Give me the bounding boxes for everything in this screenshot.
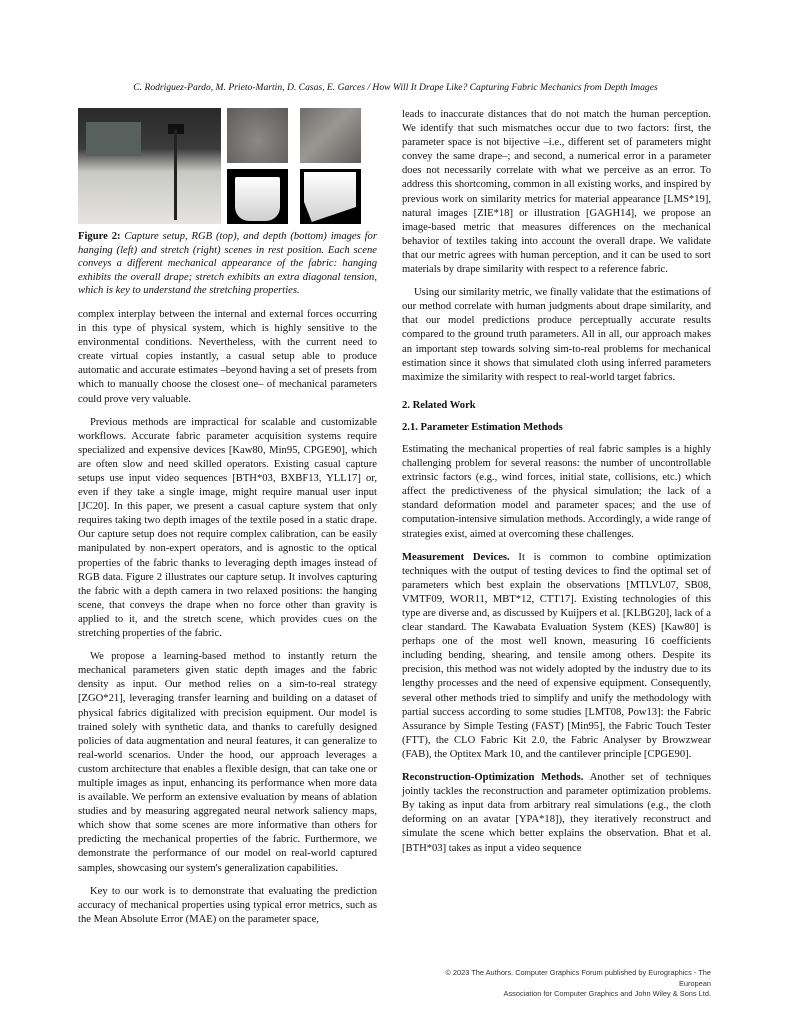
measurement-devices-text: It is common to combine optimization techniques with the output of testing devices to find the optimal set of parameters which best explain the observations [MTLVL07, SB08, VMTF09, WOR11, MBT*12, CTT17]. Existing technologies of this type are diverse and, as discussed by Kuijpers et al. [KLBG20], lack of a clear standard. The Kawabata Evaluation System (KES) [Kaw80] is perhaps one of the most well known, measuring 16 coefficients including bending, shearing, and tensile among others. Despite its precision, this method was not widely adopted by the industry due to its lengthy processes and the need of expensive equipment. Consequently, several other methods tried to simplify and unify the methodology with partial success according to some studies [LMT08, Pow13]: the Fabric Assurance by Simple Testing (FAST) [Min95], the Fabric Touch Tester (FTT), the CLO Fabric Kit 2.0, the Fabric Analyser by Browzwear (FAB), the Optitex Mark 10, and the cantilever principle [CPGE90]. [402,551,711,760]
figure-caption-text: Capture setup, RGB (top), and depth (bottom) images for hanging (left) and stretch (right) scenes in rest position. Each scene conveys a different mechanical appearance of the fabric: hanging exhibits the overall drape; stretch exhibits an extra diagonal tension, which is key to understand the stretching properties. [78,231,377,297]
figure-2-images [78,108,377,224]
figure-caption [78,230,377,298]
rgb-stretch-image [300,108,361,163]
left-column [78,108,377,936]
figure-label: Figure 2: [78,231,121,242]
measurement-devices-lead: Measurement Devices. [402,551,510,563]
section-heading: 2. Related Work [402,399,476,411]
right-paragraph-1: leads to inaccurate distances that do not match the human perception. We identify that such mismatches occur due to two factors: first, the parameter space is not bijective –i.e., different set of parameters might convey the same drape–; and second, a numerical error in a parameter does not necessarily correlate with what we perceive as an error. To address this shortcoming, common in all existing works, and inspired by previous work on similarity metrics for material appearance [LMS*19], natural images [ZIE*18] or illustration [GAGH14], we propose an image-based metric that measures differences on the mechanical behavior of textiles taking into account the overall drape. We validate that our metric agrees with human perception, and it can be used to sort materials by drape similarity with respect to a reference fabric. [402,109,711,276]
rgb-hanging-image [227,108,288,163]
footer-line-2: Association for Computer Graphics and John Wiley & Sons Ltd. [503,989,711,998]
subsection-heading: 2.1. Parameter Estimation Methods [402,421,563,433]
footer-line-1: © 2023 The Authors. Computer Graphics Forum published by Eurographics - The European [445,968,711,988]
depth-stretch-image [300,169,361,224]
reconstruction-text: Another set of techniques jointly tackles the reconstruction and parameter optimization problems. By taking as input data from arbitrary real simulations (e.g., the cloth deforming on an avatar [YPA*18]), they iteratively reconstruct and simulate the scene which better explains the observation. Bhat et al. [BTH*03] takes as input a video sequence [402,772,711,854]
right-paragraph-3: Estimating the mechanical properties of real fabric samples is a highly challenging problem for several reasons: the number of uncontrollable extrinsic factors (e.g., wind forces, initial state, collisions, etc.) which affect the predictiveness of the physical simulation; the lack of a standard deformation model and parameter spaces; and the use of computation-intensive simulation methods. Accordingly, a wide range of strategies exist, aimed at overcoming these challenges. [402,443,711,540]
left-paragraph-2: Previous methods are impractical for scalable and customizable workflows. Accurate fabric parameter acquisition systems require specialized and expensive devices [Kaw80, Min95, CPGE90], which are often slow and need skilled operators. Existing casual capture setups use input video sequences [BTH*03, BXBF13, YLL17] or, even if they take a single image, might require manual user input [JC20]. In this paper, we present a casual capture system that only requires taking two depth images of the textile posed in a static drape. Our capture setup does not require complex calibration, can be easily manipulated by non-expert operators, and is agnostic to the optical properties of the fabric thanks to leveraging depth images instead of RGB data. Figure 2 illustrates our capture setup. It involves capturing the fabric with a depth camera in two relaxed positions: the hanging scene, that conveys the drape when no force other than gravity is applied to it, and the stretch scene, which provides cues on the stretching properties of the fabric. [78,416,377,640]
copyright-footer [418,968,711,1000]
measurement-devices-paragraph [402,551,711,762]
capture-setup-photo [78,108,221,224]
left-paragraph-1: complex interplay between the internal and external forces occurring in this type of physical system, which is highly sensitive to the environmental conditions. Nevertheless, with the current need to create virtual copies instantly, a casual setup able to produce automatic and accurate estimates –beyond having a set of presets from which to manually choose the closest one– of mechanical parameters could prove very valuable. [78,308,377,405]
left-paragraph-3: We propose a learning-based method to instantly return the mechanical parameters given static depth images and the fabric density as input. Our method relies on a sim-to-real strategy [ZGO*21], leveraging transfer learning and building on a dataset of physical fabrics digitalized with precision equipment. Our model is trained solely with synthetic data, and thanks to carefully designed policies of data augmentation and neural features, it can generalize to real-world scenarios. Under the hood, our approach leverages a custom architecture that enables a flexible design, that can take one or multiple images as input, enhancing its performance when more data is available. We perform an extensive evaluation by means of ablation studies and by measuring aggregated neural network saliency maps, which show that some scenes are more informative than others for predicting the mechanical properties of the fabric. Furthermore, we demonstrate the performance of our model on real-world captured samples, showcasing our system's generalization capabilities. [78,651,377,874]
reconstruction-paragraph [402,771,711,856]
right-column [402,108,711,865]
reconstruction-lead: Reconstruction-Optimization Methods. [402,772,584,784]
depth-hanging-image [227,169,288,224]
right-paragraph-2: Using our similarity metric, we finally validate that the estimations of our method correlate with human judgments about drape similarity, and that our model predictions produce perceptually accurate results compared to the ground truth parameters. All in all, our approach makes an important step towards solving sim-to-real problems for mechanical estimation since it shows that simulated cloth using inferred parameters maximize the similarity with respect to real-world target fabrics. [402,287,711,383]
running-header: C. Rodriguez-Pardo, M. Prieto-Martin, D. Casas, E. Garces / How Will It Drape Like? Capturing Fabric Mechanics from Depth Images [133,82,658,93]
left-paragraph-4: Key to our work is to demonstrate that evaluating the prediction accuracy of mechanical properties using typical error metrics, such as the Mean Absolute Error (MAE) on the parameter space, [78,885,377,925]
